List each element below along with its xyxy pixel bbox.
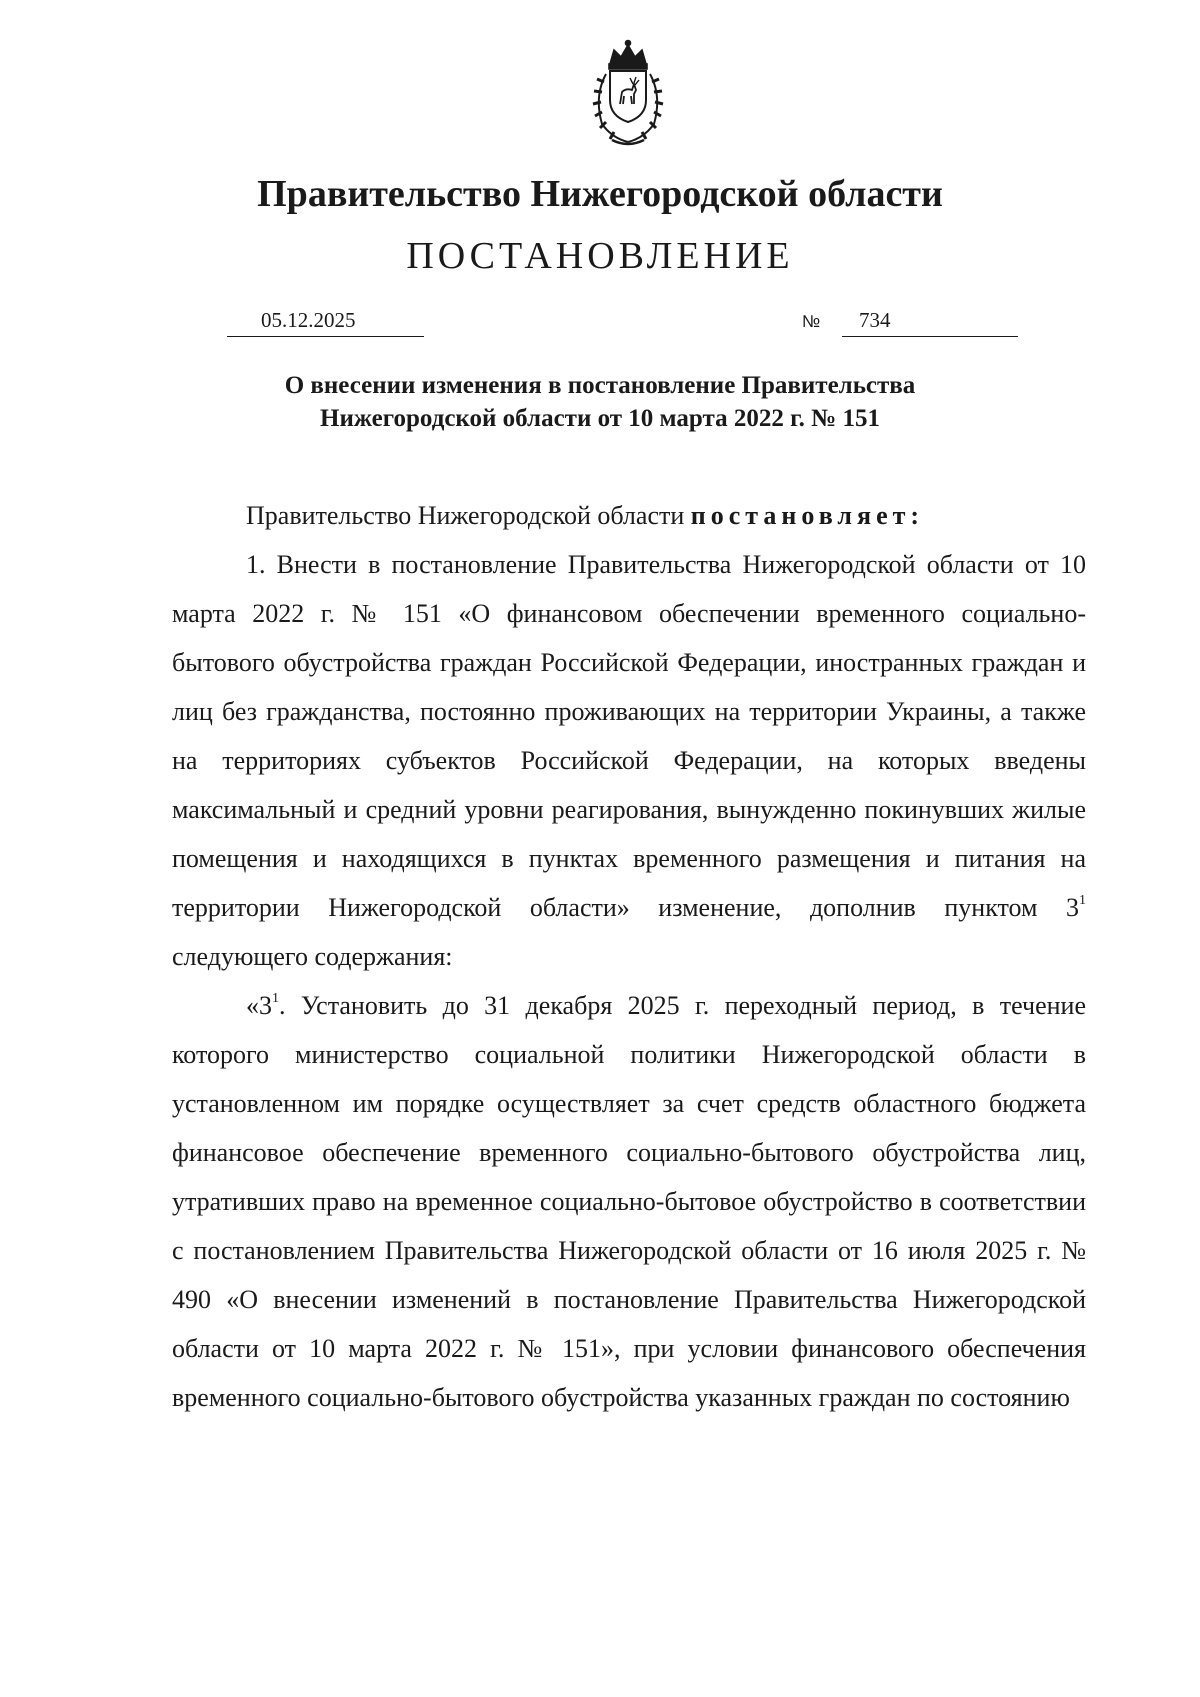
number-field: [842, 306, 1018, 337]
organization-name: Правительство Нижегородской области: [257, 173, 943, 215]
title-line-2: Нижегородской области от 10 марта 2022 г. № 151: [320, 405, 880, 432]
paragraph-2: [172, 981, 1086, 1422]
paragraph-2-open: «3: [246, 991, 272, 1020]
document-type: ПОСТАНОВЛЕНИЕ: [406, 235, 794, 277]
document-body: [172, 491, 1086, 1422]
paragraph-1-tail: следующего содержания:: [172, 942, 453, 971]
intro-text: Правительство Нижегородской области: [246, 501, 685, 530]
number-sign: №: [802, 312, 821, 331]
document-title: [0, 369, 1200, 435]
coat-of-arms-icon: [576, 38, 680, 150]
intro-paragraph: [172, 491, 1086, 540]
decree-verb: постановляет:: [690, 501, 925, 530]
paragraph-1: [172, 540, 1086, 981]
title-line-1: О внесении изменения в постановление Правительства: [284, 372, 916, 399]
document-date: 05.12.2025: [261, 308, 356, 332]
paragraph-1-superscript: 1: [1079, 893, 1086, 909]
paragraph-1-text: 1. Внести в постановление Правительства Нижегородской области от 10 марта 2022 г. № 151 «О финансовом обеспечении временного социально-бытового обустройства граждан Российской Федерации, иностранных граждан и лиц без гражданства, постоянно проживающих на территории Украины, а также на территориях субъектов Российской Федерации, на которых введены максимальный и средний уровни реагирования, вынужденно покинувших жилые помещения и находящихся в пунктах временного размещения и питания на территории Нижегородской области» изменение, дополнив пунктом 3: [172, 550, 1086, 922]
paragraph-2-superscript: 1: [272, 991, 279, 1007]
document-number: 734: [859, 308, 891, 332]
paragraph-2-text: . Установить до 31 декабря 2025 г. переходный период, в течение которого министерство социальной политики Нижегородской области в установленном им порядке осуществляет за счет средств областного бюджета финансовое обеспечение временного социально-бытового обустройства лиц, утративших право на временное социально-бытовое обустройство в соответствии с постановлением Правительства Нижегородской области от 16 июля 2025 г. № 490 «О внесении изменений в постановление Правительства Нижегородской области от 10 марта 2022 г. № 151», при условии финансового обеспечения временного социально-бытового обустройства указанных граждан по состоянию: [172, 991, 1086, 1412]
date-field: [227, 306, 424, 337]
